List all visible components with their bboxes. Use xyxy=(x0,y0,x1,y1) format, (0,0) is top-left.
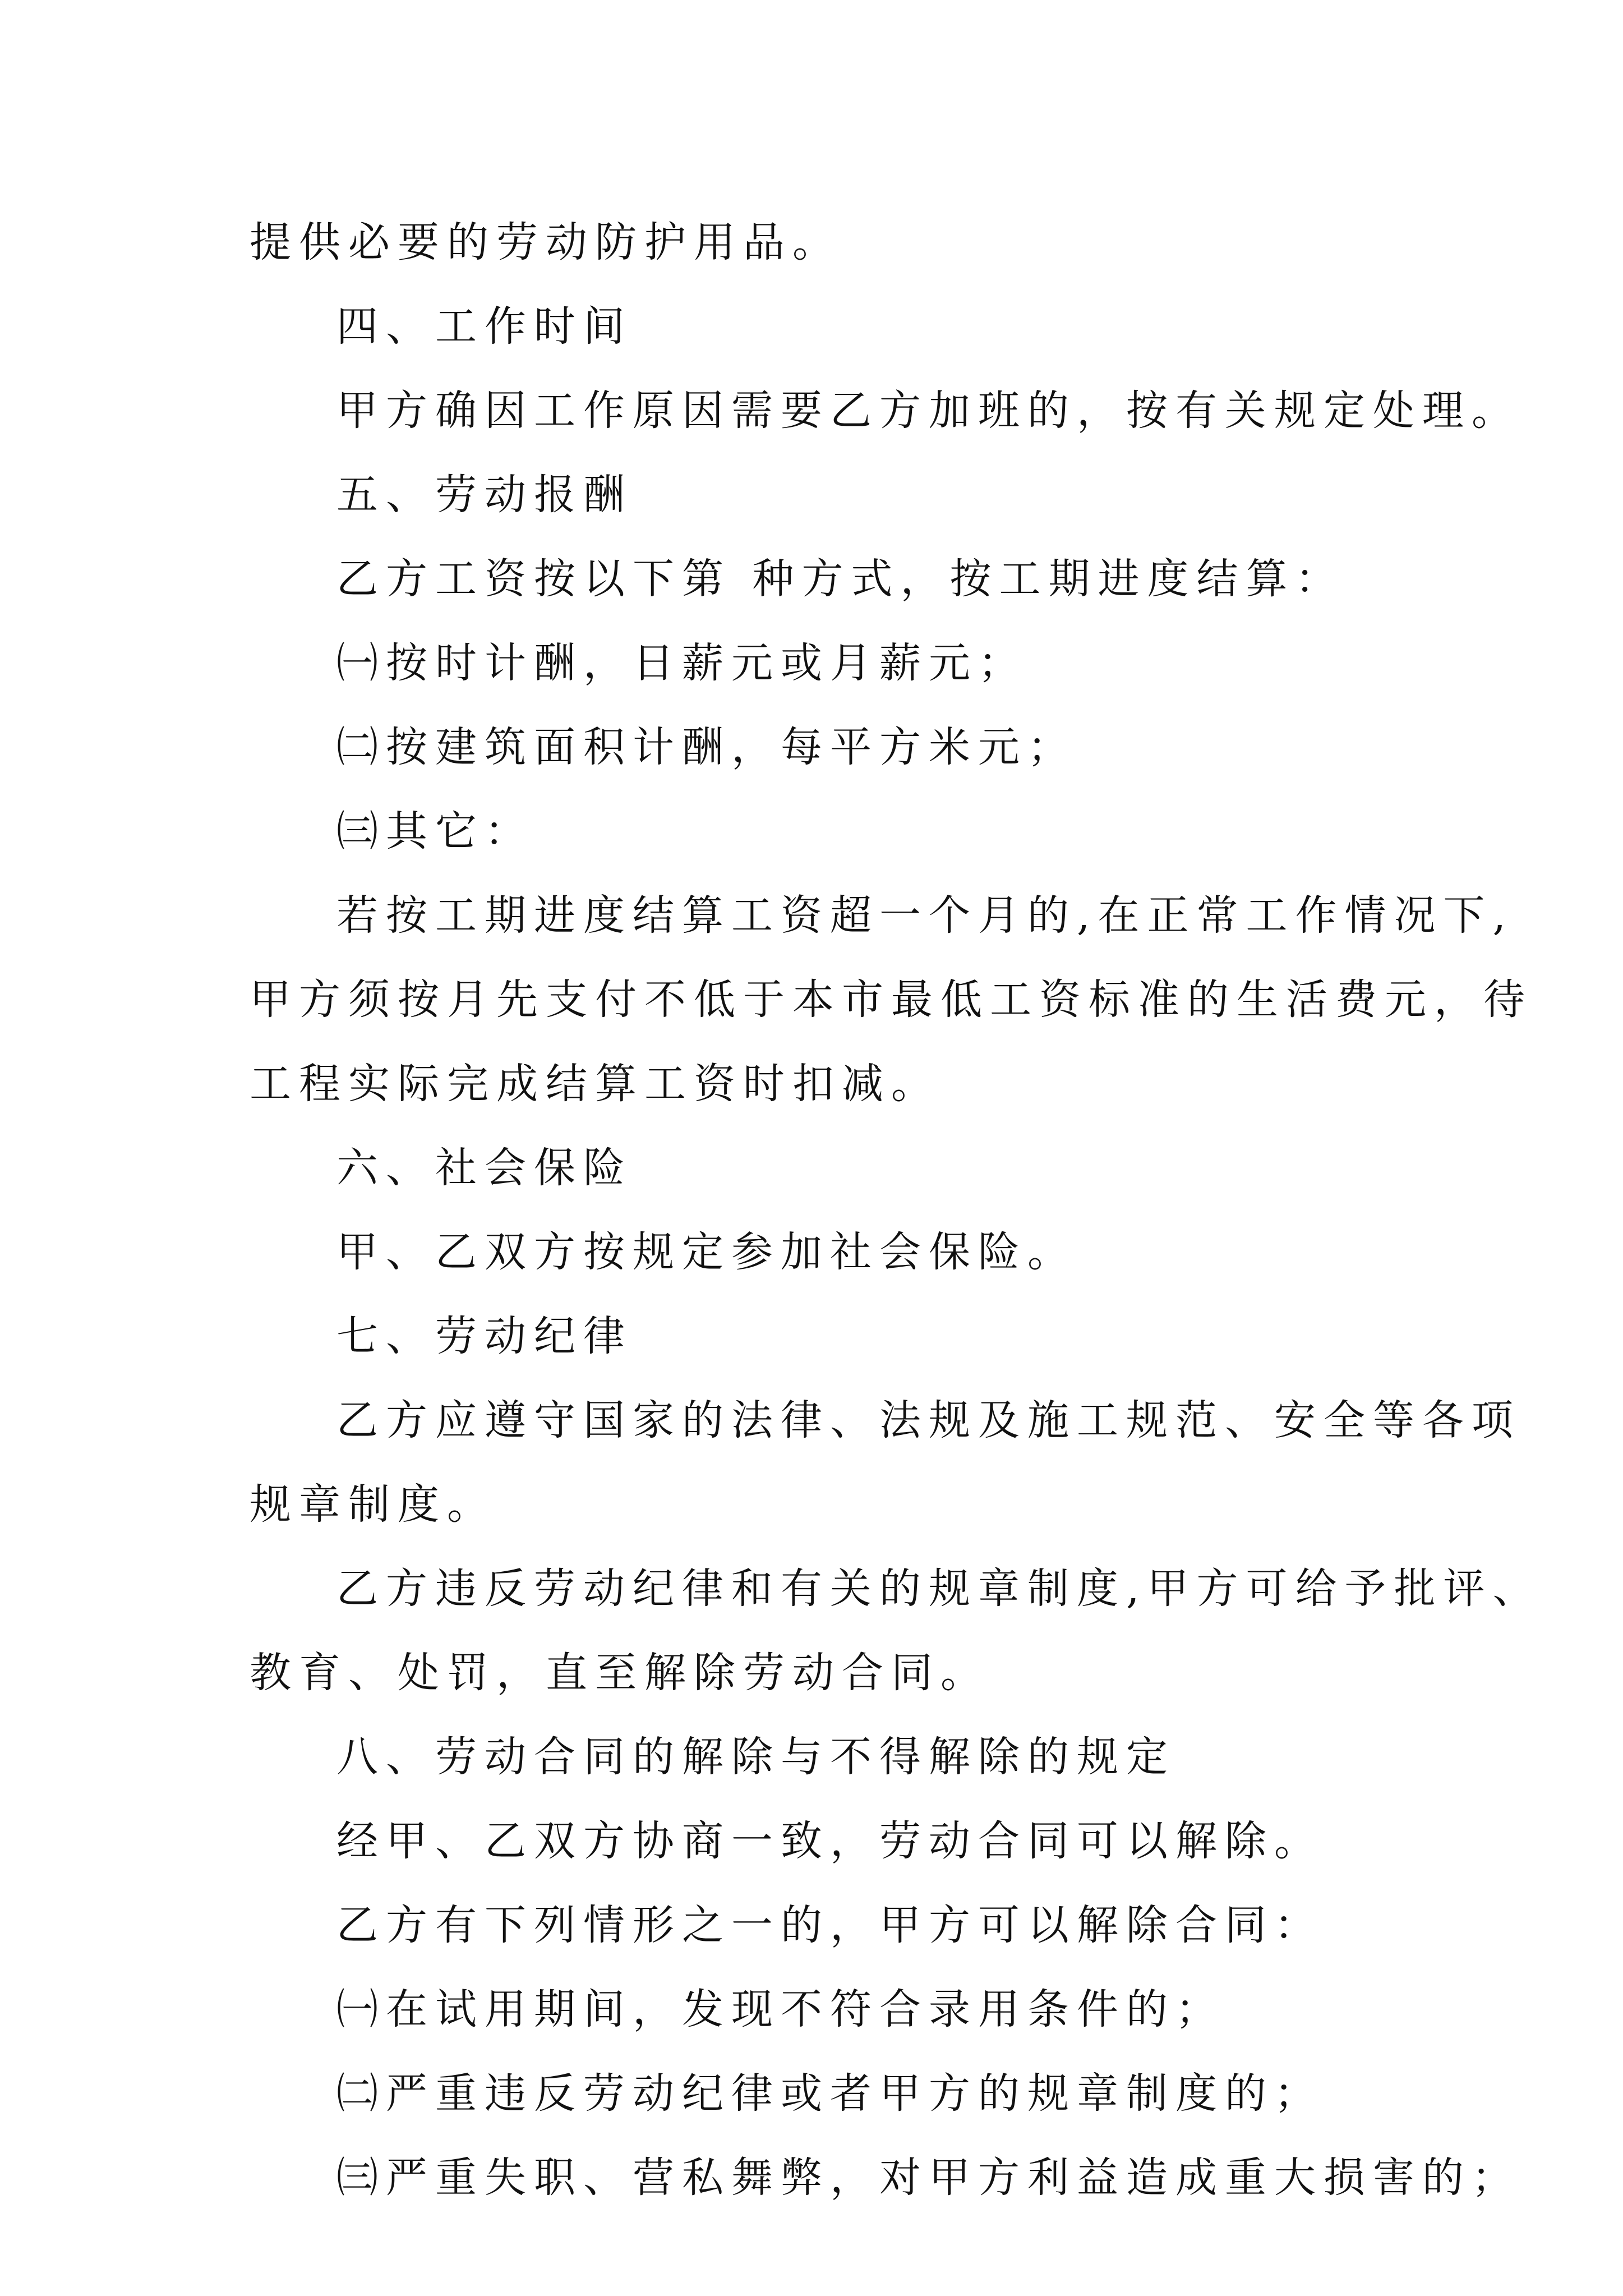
text-line: 乙方违反劳动纪律和有关的规章制度,甲方可给予批评、 xyxy=(336,1565,1542,1613)
section-heading-work-hours: 四、工作时间 xyxy=(336,302,633,351)
section-heading-labor-discipline: 七、劳动纪律 xyxy=(336,1312,633,1360)
text-line: 甲、乙双方按规定参加社会保险。 xyxy=(336,1228,1077,1276)
list-item: ㈡按建筑面积计酬，每平方米元； xyxy=(336,723,1077,771)
text-line: 提供必要的劳动防护用品。 xyxy=(250,218,842,266)
section-heading-termination: 八、劳动合同的解除与不得解除的规定 xyxy=(336,1733,1175,1781)
text-line: 甲方确因工作原因需要乙方加班的，按有关规定处理。 xyxy=(336,386,1521,435)
text-line: 若按工期进度结算工资超一个月的,在正常工作情况下, xyxy=(336,891,1514,940)
section-heading-remuneration: 五、劳动报酬 xyxy=(336,471,633,519)
section-heading-social-insurance: 六、社会保险 xyxy=(336,1144,633,1192)
list-item: ㈢其它： xyxy=(336,807,534,855)
list-item: ㈠按时计酬，日薪元或月薪元； xyxy=(336,639,1027,687)
text-line: 乙方工资按以下第 种方式，按工期进度结算： xyxy=(336,555,1345,603)
text-line: 甲方须按月先支付不低于本市最低工资标准的生活费元，待 xyxy=(250,976,1533,1024)
text-line: 乙方应遵守国家的法律、法规及施工规范、安全等各项 xyxy=(336,1396,1521,1444)
text-line: 工程实际完成结算工资时扣减。 xyxy=(250,1060,940,1108)
text-line: 规章制度。 xyxy=(250,1480,496,1529)
text-line: 教育、处罚，直至解除劳动合同。 xyxy=(250,1649,990,1697)
list-item: ㈠在试用期间，发现不符合录用条件的； xyxy=(336,1985,1225,2033)
text-line: 乙方有下列情形之一的，甲方可以解除合同： xyxy=(336,1901,1324,1949)
text-line: 经甲、乙双方协商一致，劳动合同可以解除。 xyxy=(336,1817,1324,1865)
list-item: ㈡严重违反劳动纪律或者甲方的规章制度的； xyxy=(336,2069,1324,2118)
list-item: ㈢严重失职、营私舞弊，对甲方利益造成重大损害的； xyxy=(336,2154,1521,2202)
